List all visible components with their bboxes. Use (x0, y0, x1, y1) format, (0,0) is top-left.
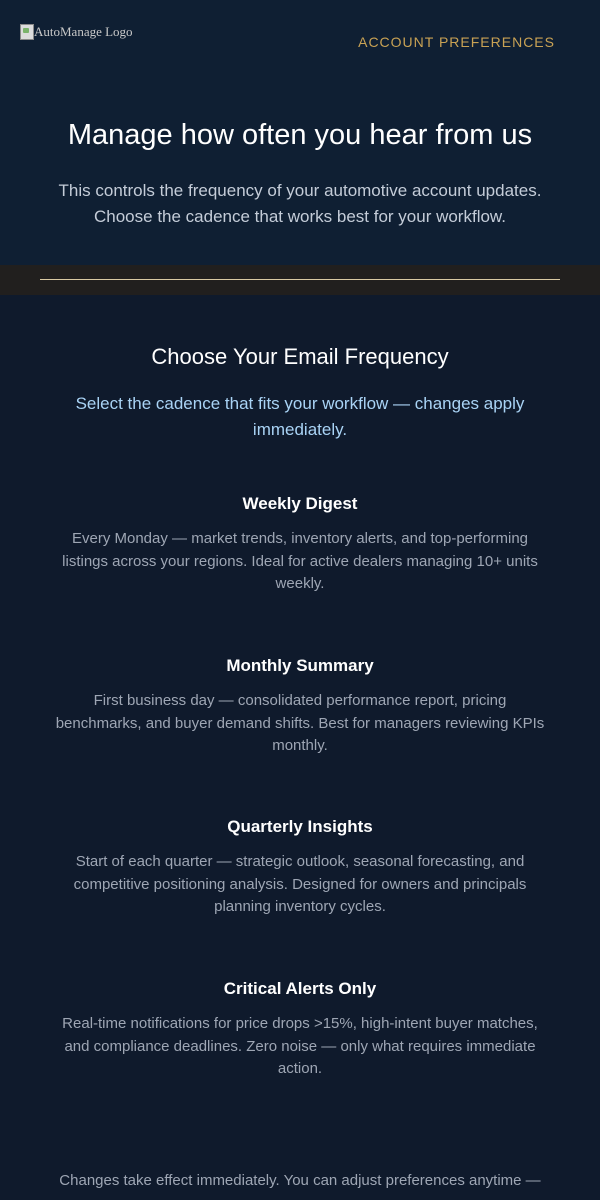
option-quarterly-insights[interactable] (50, 817, 550, 919)
hero-subtitle: This controls the frequency of your automotive account updates. Choose the cadence that works best for your workflow. (58, 181, 542, 226)
option-monthly-summary[interactable] (50, 656, 550, 758)
hero-section (0, 0, 600, 265)
option-description: Start of each quarter — strategic outlook, seasonal forecasting, and competitive positioning analysis. Designed for owners and principals planning inventory cycles. (73, 853, 527, 915)
account-preferences-link[interactable]: ACCOUNT PREFERENCES (358, 34, 555, 50)
brand-logo[interactable] (20, 24, 133, 40)
divider-band (0, 265, 600, 295)
option-description: Real-time notifications for price drops >15%, high-intent buyer matches, and compliance deadlines. Zero noise — only what requires immediate action. (62, 1015, 538, 1077)
option-title: Weekly Digest (242, 494, 358, 513)
section-title: Choose Your Email Frequency (151, 344, 449, 369)
option-description: Every Monday — market trends, inventory alerts, and top-performing listings across your regions. Ideal for active dealers managing 10+ units weekly. (62, 530, 538, 592)
footer-note: Changes take effect immediately. You can adjust preferences anytime — (59, 1172, 541, 1189)
option-weekly-digest[interactable] (50, 494, 550, 596)
option-title: Monthly Summary (226, 656, 374, 675)
option-title: Quarterly Insights (227, 817, 373, 836)
page-title: Manage how often you hear from us (67, 119, 533, 151)
logo-alt-text: AutoManage Logo (34, 24, 133, 39)
broken-image-icon (20, 24, 34, 40)
option-title: Critical Alerts Only (223, 979, 377, 998)
divider-line (40, 279, 560, 280)
section-subtitle: Select the cadence that fits your workflow — changes apply immediately. (75, 394, 525, 439)
option-description: First business day — consolidated performance report, pricing benchmarks, and buyer demand shifts. Best for managers reviewing KPIs monthly. (55, 692, 545, 754)
option-critical-alerts[interactable] (50, 979, 550, 1081)
